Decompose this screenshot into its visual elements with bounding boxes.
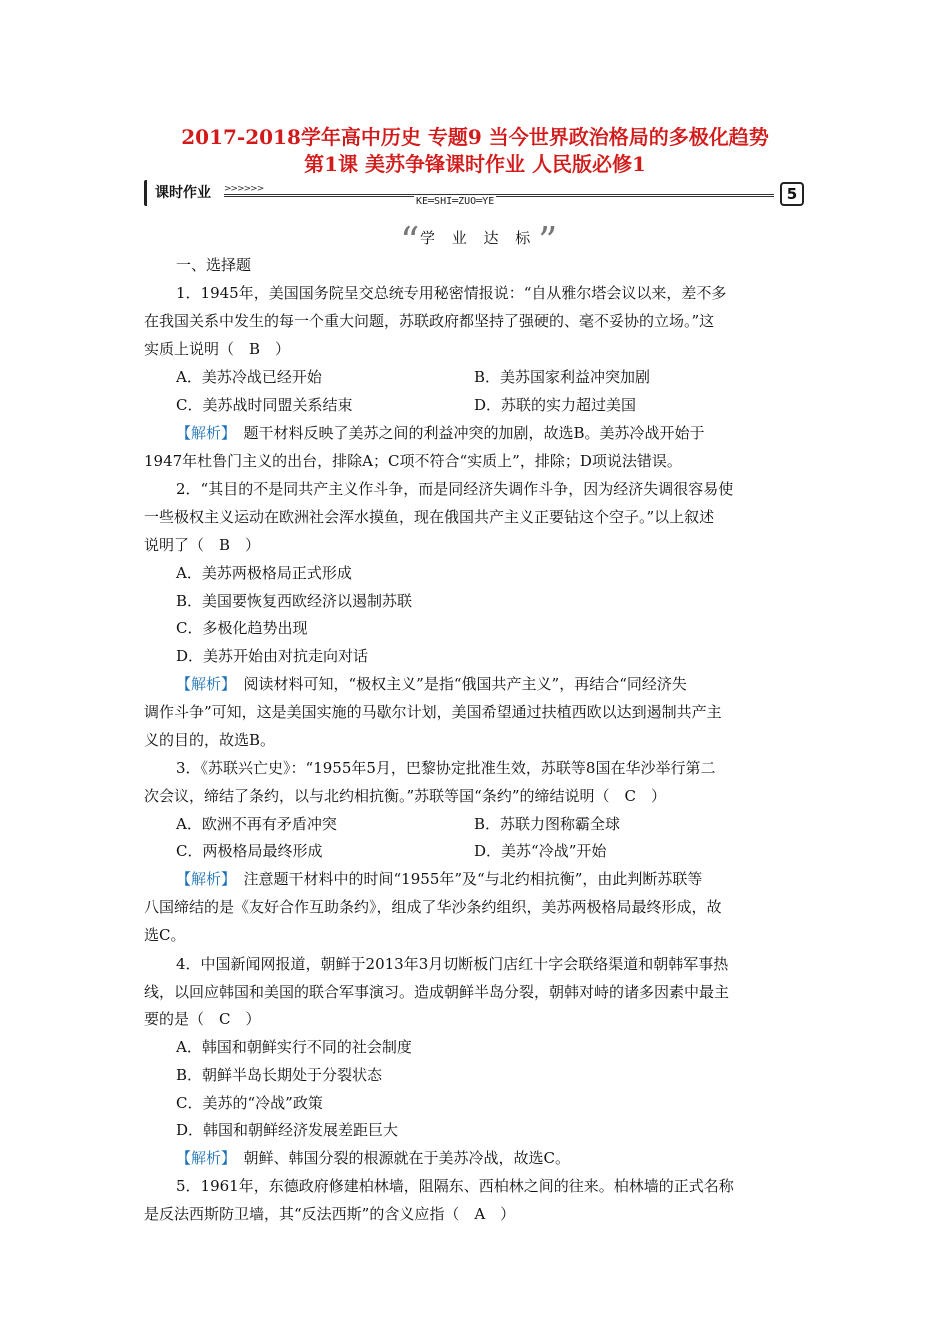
q3-explanation-line1: 【解析】 注意题干材料中的时间“1955年”及“与北约相抗衡”，由此判断苏联等: [176, 870, 703, 888]
q4-option-a: A．韩国和朝鲜实行不同的社会制度: [176, 1038, 412, 1056]
q2-line2: 一些极权主义运动在欧洲社会浑水摸鱼，现在俄国共产主义正要钻这个空子。”以上叙述: [144, 508, 715, 526]
q2-explanation-line2: 调作斗争”可知，这是美国实施的马歇尔计划，美国希望通过扶植西欧以达到遏制共产主: [144, 703, 722, 721]
q1-option-b: B．美苏国家利益冲突加剧: [474, 368, 651, 386]
q4-line3: 要的是（ C ）: [144, 1010, 261, 1028]
q2-option-a: A．美苏两极格局正式形成: [176, 564, 352, 582]
banner-arrows: >>>>>>: [224, 184, 264, 194]
q4-explanation-line1: 【解析】 朝鲜、韩国分裂的根源就在于美苏冷战，故选C。: [176, 1149, 570, 1167]
q1-explanation-line1: 【解析】 题干材料反映了美苏之间的利益冲突的加剧，故选B。美苏冷战开始于: [176, 424, 705, 442]
q3-explanation-line3: 选C。: [144, 926, 186, 944]
q1-option-a: A．美苏冷战已经开始: [176, 368, 322, 386]
section-title: 学 业 达 标: [420, 229, 537, 247]
q2-option-d: D．美苏开始由对抗走向对话: [176, 647, 369, 665]
q4-line1: 4．中国新闻网报道，朝鲜于2013年3月切断板门店红十字会联络渠道和朝韩军事热: [176, 955, 729, 973]
document-title-line1: 2017-2018学年高中历史 专题9 当今世界政治格局的多极化趋势: [181, 125, 769, 149]
q1-line1: 1．1945年，美国国务院呈交总统专用秘密情报说：“自从雅尔塔会议以来，差不多: [176, 284, 727, 302]
section-heading: 一、选择题: [176, 256, 252, 274]
q4-line2: 线，以回应韩国和美国的联合军事演习。造成朝鲜半岛分裂，朝韩对峙的诸多因素中最主: [144, 983, 730, 1001]
jiexi-label: 【解析】: [176, 870, 229, 888]
banner-divider: [224, 194, 774, 197]
document-title-line2: 第1课 美苏争锋课时作业 人民版必修1: [304, 152, 646, 176]
q1-line2: 在我国关系中发生的每一个重大问题，苏联政府都坚持了强硬的、毫不妥协的立场。”这: [144, 312, 715, 330]
q4-option-d: D．韩国和朝鲜经济发展差距巨大: [176, 1121, 399, 1139]
homework-banner: [144, 180, 808, 212]
jiexi-label: 【解析】: [176, 675, 229, 693]
q2-option-c: C．多极化趋势出现: [176, 619, 308, 637]
q3-explanation-line2: 八国缔结的是《友好合作互助条约》，组成了华沙条约组织，美苏两极格局最终形成，故: [144, 898, 722, 916]
q5-line1: 5．1961年，东德政府修建柏林墙，阻隔东、西柏林之间的往来。柏林墙的正式名称: [176, 1177, 734, 1195]
open-quote-icon: “: [400, 219, 420, 263]
q1-option-d: D．苏联的实力超过美国: [474, 396, 637, 414]
q1-option-c: C．美苏战时同盟关系结束: [176, 396, 353, 414]
banner-number-badge: 5: [780, 182, 804, 206]
q2-line3: 说明了（ B ）: [144, 536, 261, 554]
q2-explanation-line3: 义的目的，故选B。: [144, 731, 276, 749]
banner-label: 课时作业: [144, 180, 217, 206]
jiexi-label: 【解析】: [176, 1149, 229, 1167]
q3-line1: 3．《苏联兴亡史》：“1955年5月，巴黎协定批准生效，苏联等8国在华沙举行第二: [176, 759, 716, 777]
q3-line2: 次会议，缔结了条约，以与北约相抗衡。”苏联等国“条约”的缔结说明（ C ）: [144, 787, 666, 805]
q3-option-d: D．美苏“冷战”开始: [474, 842, 607, 860]
q4-option-b: B．朝鲜半岛长期处于分裂状态: [176, 1066, 383, 1084]
q3-option-c: C．两极格局最终形成: [176, 842, 323, 860]
q5-line2: 是反法西斯防卫墙，其“反法西斯”的含义应指（ A ）: [144, 1205, 516, 1223]
q2-explanation-line1: 【解析】 阅读材料可知，“极权主义”是指“俄国共产主义”，再结合“同经济失: [176, 675, 687, 693]
jiexi-label: 【解析】: [176, 424, 229, 442]
close-quote-icon: ”: [538, 219, 558, 263]
q1-line3: 实质上说明（ B ）: [144, 340, 291, 358]
q2-option-b: B．美国要恢复西欧经济以遏制苏联: [176, 592, 413, 610]
q2-line1: 2．“其目的不是同共产主义作斗争，而是同经济失调作斗争，因为经济失调很容易使: [176, 480, 734, 498]
banner-pinyin: KE═SHI═ZUO═YE: [416, 196, 495, 207]
q3-option-b: B．苏联力图称霸全球: [474, 815, 621, 833]
q3-option-a: A．欧洲不再有矛盾冲突: [176, 815, 337, 833]
q4-option-c: C．美苏的“冷战”政策: [176, 1094, 323, 1112]
q1-explanation-line2: 1947年杜鲁门主义的出台，排除A；C项不符合“实质上”，排除；D项说法错误。: [144, 452, 682, 470]
